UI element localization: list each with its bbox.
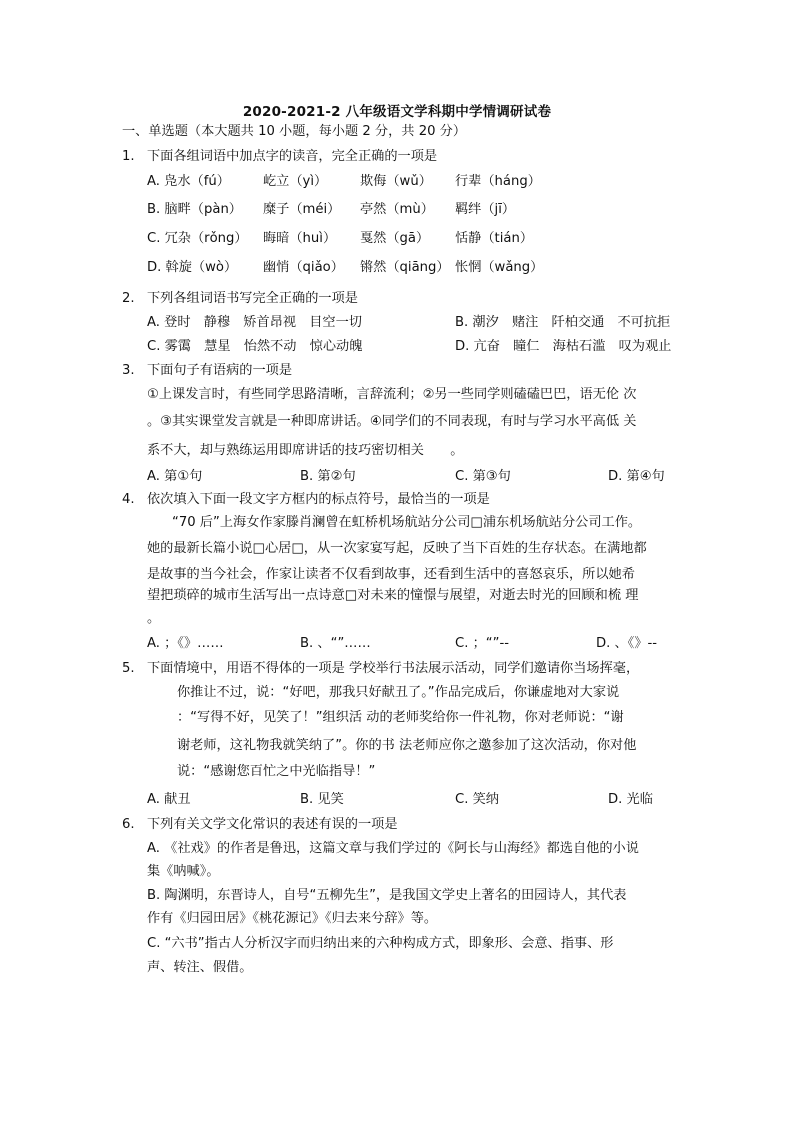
q5-option-a: A. 献丑 [147,792,191,807]
q4-passage-line-4: 望把琐碎的城市生活写出一点诗意□对未来的憧憬与展望，对逝去时光的回顾和梳 理 [147,588,639,603]
q4-passage-line-2: 她的最新长篇小说□心居□，从一次家宴写起，反映了当下百姓的生存状态。在满地都 [147,541,647,556]
question-1-stem: 下面各组词语中加点字的读音，完全正确的一项是 [147,149,438,164]
q1-option-a-word3: 欺侮（wǔ） [360,174,432,189]
q1-option-c-word2: 晦暗（huì） [263,231,337,246]
q1-option-b-word2: 糜子（méi） [263,202,341,217]
question-2-number: 2. [122,291,135,306]
q5-option-d: D. 光临 [608,792,653,807]
question-5-number: 5. [122,661,135,676]
q3-passage-line-1: ①上课发言时，有些同学思路清晰，言辞流利；②另一些同学则磕磕巴巴，语无伦 次 [147,387,637,402]
q6-option-c-line-1: C. “六书”指古人分析汉字而归纳出来的六种构成方式，即象形、会意、指事、形 [147,936,614,951]
q3-option-b: B. 第②句 [300,469,356,484]
q5-passage-line-1: 下面情境中，用语不得体的一项是 学校举行书法展示活动，同学们邀请你当场挥毫， [147,661,640,676]
q2-option-a: A. 登时 静穆 矫首昂视 目空一切 [147,315,362,330]
question-6-number: 6. [122,817,135,832]
q4-passage-line-1: “70 后”上海女作家滕肖澜曾在虹桥机场航站分公司□浦东机场航站分公司工作。 [172,515,642,530]
q6-option-a-line-2: 集《呐喊》。 [147,864,220,879]
question-6-stem: 下列有关文学文化常识的表述有误的一项是 [147,817,398,832]
q4-option-c: C. ；“”-- [455,636,509,651]
q4-option-d: D. 、《》-- [596,636,658,651]
q5-passage-line-5: 说：“感谢您百忙之中光临指导！” [177,764,376,779]
q5-option-b: B. 见笑 [300,792,344,807]
q4-option-b: B. 、“”…… [300,636,371,651]
q3-passage-line-3: 系不大，却与熟练运用即席讲话的技巧密切相关 。 [147,443,464,458]
q3-passage-line-2: 。③其实课堂发言就是一种即席讲话。④同学们的不同表现，有时与学习水平高低 关 [147,414,637,429]
question-4-number: 4. [122,492,135,507]
q5-passage-line-3: ：“写得不好，见笑了！”组织活 动的老师奖给你一件礼物，你对老师说：“谢 [177,710,624,725]
question-2-stem: 下列各组词语书写完全正确的一项是 [147,291,358,306]
q1-option-b-word3: 亭然（mù） [360,202,434,217]
q1-option-a-word4: 行辈（háng） [455,174,541,189]
q4-option-a: A. ；《》…… [147,636,224,651]
q6-option-a-line-1: A. 《社戏》的作者是鲁迅，这篇文章与我们学过的《阿长与山海经》都选自他的小说 [147,841,639,856]
q5-passage-line-4: 谢老师，这礼物我就笑纳了”。你的书 法老师应你之邀参加了这次活动，你对他 [177,738,637,753]
q4-passage-line-5: 。 [147,611,161,626]
q3-option-d: D. 第④句 [608,469,665,484]
q4-passage-line-3: 是故事的当今社会，作家让读者不仅看到故事，还看到生活中的喜怒哀乐，所以她希 [147,567,635,582]
q1-option-b-word1: B. 脑畔（pàn） [147,202,242,217]
q1-option-d-word2: 幽悄（qiǎo） [263,260,344,275]
section-heading: 一、单选题（本大题共 10 小题，每小题 2 分，共 20 分） [122,124,467,139]
q3-option-a: A. 第①句 [147,469,203,484]
q1-option-b-word4: 羁绊（jī） [455,202,516,217]
q2-option-c: C. 雾霭 慧星 怡然不动 惊心动魄 [147,339,363,354]
exam-title: 2020-2021-2 八年级语文学科期中学情调研试卷 [242,104,552,120]
q6-option-b-line-1: B. 陶渊明，东晋诗人，自号“五柳先生”，是我国文学史上著名的田园诗人，其代表 [147,888,627,903]
question-3-stem: 下面句子有语病的一项是 [147,363,293,378]
q1-option-d-word3: 锵然（qiāng） [360,260,450,275]
question-4-stem: 依次填入下面一段文字方框内的标点符号，最恰当的一项是 [147,492,490,507]
q1-option-a-word1: A. 凫水（fú） [147,174,230,189]
question-3-number: 3. [122,363,135,378]
q3-option-c: C. 第③句 [455,469,511,484]
q1-option-a-word2: 屹立（yì） [263,174,328,189]
q2-option-b: B. 潮汐 赌注 阡柏交通 不可抗拒 [455,315,671,330]
question-1-number: 1. [122,149,135,164]
q1-option-d-word1: D. 斡旋（wò） [147,260,238,275]
q6-option-b-line-2: 作有《归园田居》《桃花源记》《归去来兮辞》等。 [147,911,438,926]
q1-option-d-word4: 怅惘（wǎng） [455,260,544,275]
q2-option-d: D. 亢奋 瞳仁 海枯石滥 叹为观止 [455,339,672,354]
q6-option-c-line-2: 声、转注、假借。 [147,960,253,975]
q1-option-c-word4: 恬静（tián） [455,231,534,246]
q5-passage-line-2: 你推让不过，说：“好吧，那我只好献丑了。”作品完成后，你谦虚地对大家说 [177,685,620,700]
q1-option-c-word1: C. 冗杂（rǒng） [147,231,248,246]
q1-option-c-word3: 戛然（gā） [360,231,430,246]
q5-option-c: C. 笑纳 [455,792,499,807]
